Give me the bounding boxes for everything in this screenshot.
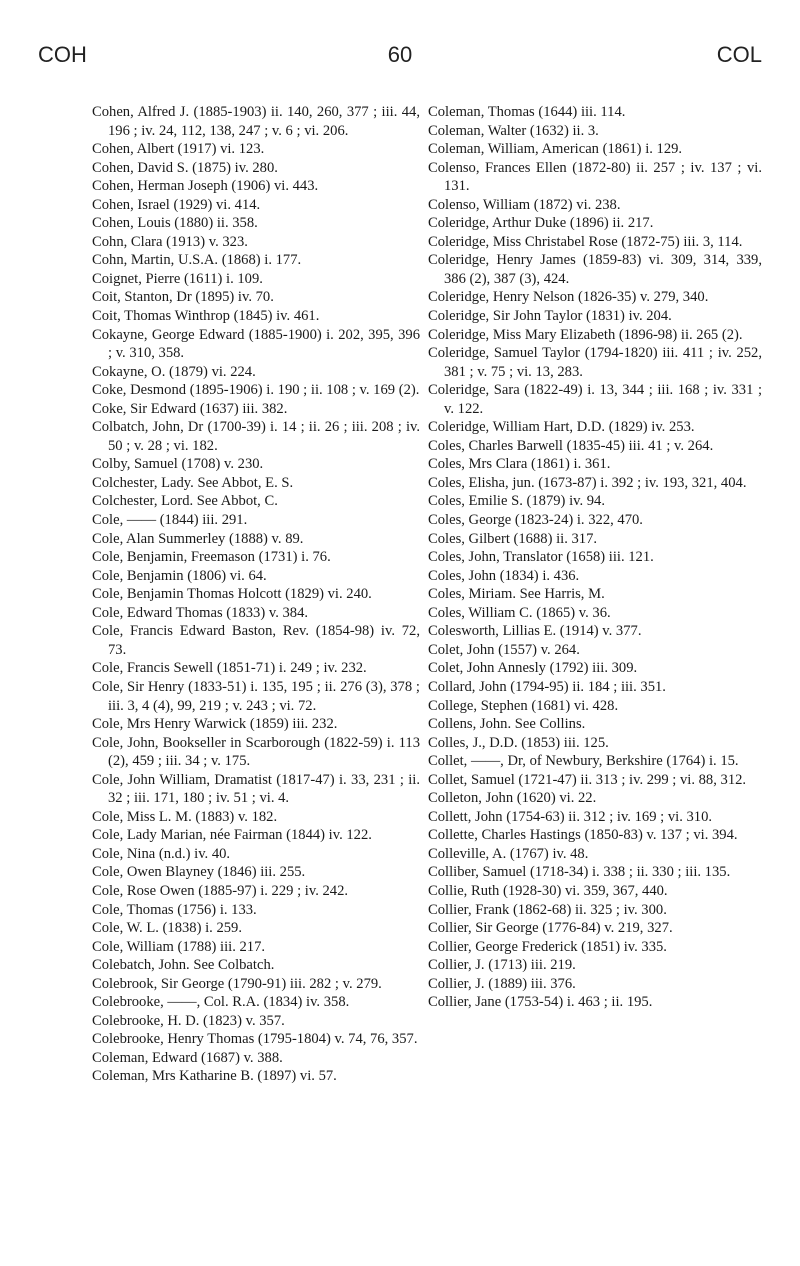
index-entry: Cohn, Martin, U.S.A. (1868) i. 177. [92, 252, 302, 269]
index-entry: Cole, Mrs Henry Warwick (1859) iii. 232. [92, 716, 338, 733]
index-entry: Colebrooke, ——, Col. R.A. (1834) iv. 358. [92, 994, 350, 1011]
index-entry: Cole, John, Bookseller in Scarborough (1822-59) i. 113 (2), 459 ; iii. 34 ; v. 175. [92, 734, 420, 770]
index-entry: Coleman, Mrs Katharine B. (1897) vi. 57. [92, 1068, 337, 1085]
index-entry: Cole, —— (1844) iii. 291. [92, 512, 248, 529]
index-entry: Collier, George Frederick (1851) iv. 335. [428, 938, 667, 955]
index-entry: Colbatch, John, Dr (1700-39) i. 14 ; ii. 26 ; iii. 208 ; iv. 50 ; v. 28 ; vi. 182. [92, 419, 420, 454]
index-entry: Coles, William C. (1865) v. 36. [428, 604, 611, 621]
index-entry: Colleton, John (1620) vi. 22. [428, 790, 597, 807]
index-entry: Cohen, Albert (1917) vi. 123. [92, 141, 265, 158]
index-entry: Colchester, Lady. See Abbot, E. S. [92, 474, 294, 491]
index-entry: Coleman, Thomas (1644) iii. 114. [428, 104, 626, 120]
index-entry: Coit, Thomas Winthrop (1845) iv. 461. [92, 308, 320, 325]
index-entry: Cole, Sir Henry (1833-51) i. 135, 195 ; ii. 276 (3), 378 ; iii. 3, 4 (4), 99, 219 ; v. 243 ; vi. 72. [92, 678, 420, 714]
index-entry: Collier, J. (1889) iii. 376. [428, 975, 576, 992]
index-entry: Colebrooke, Henry Thomas (1795-1804) v. 74, 76, 357. [92, 1031, 418, 1048]
index-entry: Collier, J. (1713) iii. 219. [428, 957, 576, 974]
index-entry: Collett, John (1754-63) ii. 312 ; iv. 169 ; vi. 310. [428, 808, 713, 825]
index-entry: Colet, John Annesly (1792) iii. 309. [428, 660, 638, 677]
index-entry: Colebrooke, H. D. (1823) v. 357. [92, 1012, 285, 1029]
index-entry: Cohen, David S. (1875) iv. 280. [92, 159, 278, 176]
index-entry: Coles, Elisha, jun. (1673-87) i. 392 ; iv. 193, 321, 404. [428, 474, 747, 491]
index-entry: Cole, Owen Blayney (1846) iii. 255. [92, 864, 306, 881]
index-entry: Cole, William (1788) iii. 217. [92, 938, 266, 955]
index-entry: Coles, Gilbert (1688) ii. 317. [428, 530, 598, 547]
index-entry: Cole, Miss L. M. (1883) v. 182. [92, 808, 278, 825]
index-entry: Cole, Alan Summerley (1888) v. 89. [92, 530, 304, 547]
index-entry: Colebrook, Sir George (1790-91) iii. 282 ; v. 279. [92, 975, 382, 992]
index-entry: Cohen, Herman Joseph (1906) vi. 443. [92, 178, 319, 195]
index-entry: Collier, Sir George (1776-84) v. 219, 327. [428, 920, 673, 937]
index-entry: Collens, John. See Collins. [428, 716, 586, 733]
index-entry: Colles, J., D.D. (1853) iii. 125. [428, 734, 609, 751]
index-entry: Coles, Emilie S. (1879) iv. 94. [428, 493, 606, 510]
page-number: 60 [387, 42, 413, 67]
index-entry: Coleridge, Samuel Taylor (1794-1820) iii. 411 ; iv. 252, 381 ; v. 75 ; vi. 13, 283. [428, 345, 762, 380]
header-left-word: COH [38, 42, 87, 67]
running-header [0, 42, 800, 72]
index-entry: Colleville, A. (1767) iv. 48. [428, 845, 589, 862]
index-entry: Collet, Samuel (1721-47) ii. 313 ; iv. 299 ; vi. 88, 312. [428, 771, 747, 788]
index-entry: Colenso, William (1872) vi. 238. [428, 196, 621, 213]
index-entry: Cole, Thomas (1756) i. 133. [92, 901, 257, 918]
index-entry: Cohen, Israel (1929) vi. 414. [92, 196, 261, 213]
index-entry: Coleridge, Sir John Taylor (1831) iv. 204. [428, 308, 672, 325]
index-entry: Coles, John, Translator (1658) iii. 121. [428, 549, 654, 566]
index-entry: Cokayne, George Edward (1885-1900) i. 202, 395, 396 ; v. 310, 358. [92, 326, 420, 362]
index-entry: Cohn, Clara (1913) v. 323. [92, 233, 248, 250]
index-entry: Colebatch, John. See Colbatch. [92, 957, 275, 974]
index-entry: Collard, John (1794-95) ii. 184 ; iii. 351. [428, 678, 666, 695]
index-entry: College, Stephen (1681) vi. 428. [428, 697, 619, 714]
index-entry: Cole, Francis Sewell (1851-71) i. 249 ; iv. 232. [92, 660, 367, 677]
index-entry: Cole, W. L. (1838) i. 259. [92, 920, 242, 937]
index-entry: Coleridge, Sara (1822-49) i. 13, 344 ; iii. 168 ; iv. 331 ; v. 122. [428, 382, 762, 417]
index-entry: Cole, Rose Owen (1885-97) i. 229 ; iv. 242. [92, 882, 349, 899]
index-entry: Coleman, William, American (1861) i. 129. [428, 141, 683, 158]
index-entry: Coleridge, Arthur Duke (1896) ii. 217. [428, 215, 654, 232]
index-entry: Coke, Sir Edward (1637) iii. 382. [92, 400, 288, 417]
index-entry: Cole, John William, Dramatist (1817-47) i. 33, 231 ; ii. 32 ; iii. 171, 180 ; iv. 51 ; vi. 4. [92, 771, 420, 807]
index-entry: Collie, Ruth (1928-30) vi. 359, 367, 440. [428, 882, 668, 899]
index-entry: Coleridge, Henry Nelson (1826-35) v. 279, 340. [428, 289, 709, 306]
index-entry: Cole, Benjamin Thomas Holcott (1829) vi. 240. [92, 586, 372, 603]
right-column [428, 103, 762, 1012]
left-column [92, 103, 420, 1086]
index-entry: Coles, Charles Barwell (1835-45) iii. 41 ; v. 264. [428, 437, 714, 454]
index-entry: Coleridge, Miss Christabel Rose (1872-75) iii. 3, 114. [428, 233, 743, 250]
index-entry: Coles, Miriam. See Harris, M. [428, 586, 605, 603]
header-right-word: COL [716, 42, 762, 67]
index-entry: Coleridge, Henry James (1859-83) vi. 309, 314, 339, 386 (2), 387 (3), 424. [428, 252, 762, 287]
index-entry: Collet, ——, Dr, of Newbury, Berkshire (1764) i. 15. [428, 753, 739, 770]
index-entry: Collier, Frank (1862-68) ii. 325 ; iv. 300. [428, 901, 667, 918]
index-entry: Cohen, Alfred J. (1885-1903) ii. 140, 260, 377 ; iii. 44, 196 ; iv. 24, 112, 138, 247 ; v. 6 ; vi. 206. [92, 104, 420, 139]
index-entry: Cole, Nina (n.d.) iv. 40. [92, 845, 231, 862]
index-entry: Coles, George (1823-24) i. 322, 470. [428, 512, 643, 529]
index-entry: Coles, Mrs Clara (1861) i. 361. [428, 456, 611, 473]
index-entry: Coleridge, Miss Mary Elizabeth (1896-98) ii. 265 (2). [428, 326, 743, 343]
index-entry: Cole, Lady Marian, née Fairman (1844) iv. 122. [92, 827, 372, 844]
index-entry: Cohen, Louis (1880) ii. 358. [92, 215, 258, 232]
index-entry: Coles, John (1834) i. 436. [428, 567, 580, 584]
index-entry: Cole, Benjamin (1806) vi. 64. [92, 567, 267, 584]
index-entry: Colliber, Samuel (1718-34) i. 338 ; ii. 330 ; iii. 135. [428, 864, 731, 881]
index-entry: Cole, Edward Thomas (1833) v. 384. [92, 604, 309, 621]
index-entry: Cole, Francis Edward Baston, Rev. (1854-98) iv. 72, 73. [92, 623, 420, 658]
index-entry: Coignet, Pierre (1611) i. 109. [92, 270, 263, 287]
index-entry: Cole, Benjamin, Freemason (1731) i. 76. [92, 549, 331, 566]
index-entry: Colet, John (1557) v. 264. [428, 641, 580, 658]
index-entry: Collette, Charles Hastings (1850-83) v. 137 ; vi. 394. [428, 827, 738, 844]
index-entry: Colenso, Frances Ellen (1872-80) ii. 257 ; iv. 137 ; vi. 131. [428, 159, 762, 195]
index-entry: Coleman, Edward (1687) v. 388. [92, 1049, 283, 1066]
index-entry: Coit, Stanton, Dr (1895) iv. 70. [92, 289, 274, 306]
index-entry: Collier, Jane (1753-54) i. 463 ; ii. 195. [428, 994, 653, 1011]
index-entry: Colesworth, Lillias E. (1914) v. 377. [428, 623, 642, 640]
index-entry: Coke, Desmond (1895-1906) i. 190 ; ii. 108 ; v. 169 (2). [92, 382, 420, 399]
index-entry: Colchester, Lord. See Abbot, C. [92, 493, 278, 510]
index-entry: Colby, Samuel (1708) v. 230. [92, 456, 264, 473]
index-entry: Coleman, Walter (1632) ii. 3. [428, 122, 599, 139]
index-entry: Coleridge, William Hart, D.D. (1829) iv. 253. [428, 419, 695, 436]
index-entry: Cokayne, O. (1879) vi. 224. [92, 363, 256, 380]
